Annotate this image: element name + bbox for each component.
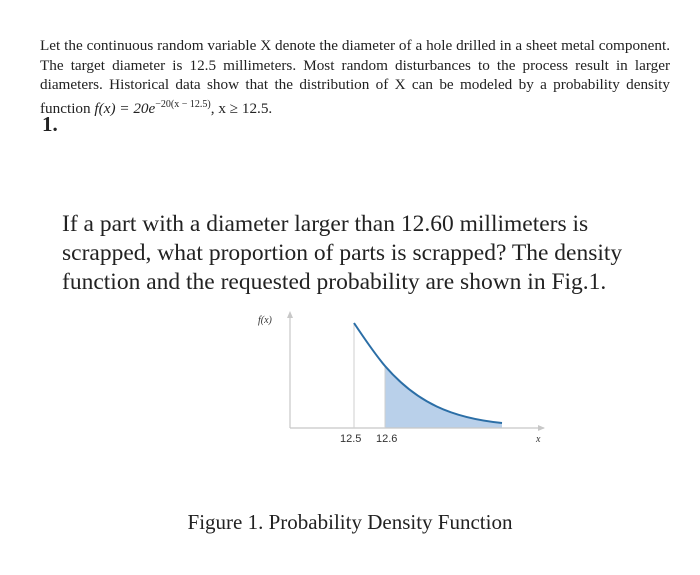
intro-text: Let the continuous random variable X denote the diameter of a hole drilled in a sheet metal component. The target diameter is 12.5 millimeters. Most random disturbances to the process result in larger diameters. Historical data show that the distribution of X can be modeled by a probability density function [40,37,670,117]
formula-tail: , x ≥ 12.5. [210,99,273,117]
formula-lhs: f(x) = 20e [94,99,156,117]
problem-intro [40,36,670,118]
x-axis-label: x [536,434,541,445]
problem-number: 1. [42,112,58,136]
formula-exponent: −20(x − 12.5) [155,98,211,110]
tick-label-12-6: 12.6 [376,433,398,445]
x-axis-arrow [538,425,545,431]
y-axis-arrow [287,311,293,318]
figure-caption: Figure 1. Probability Density Function [187,510,513,534]
density-figure [252,308,552,458]
question-text: If a part with a diameter larger than 12.60 millimeters is scrapped, what proportion of parts is scrapped? The density function and the requested probability are shown in Fig.1. [62,211,623,295]
shaded-probability-region [385,366,502,428]
y-axis-label: f(x) [258,315,272,326]
tick-label-12-5: 12.5 [340,433,362,445]
